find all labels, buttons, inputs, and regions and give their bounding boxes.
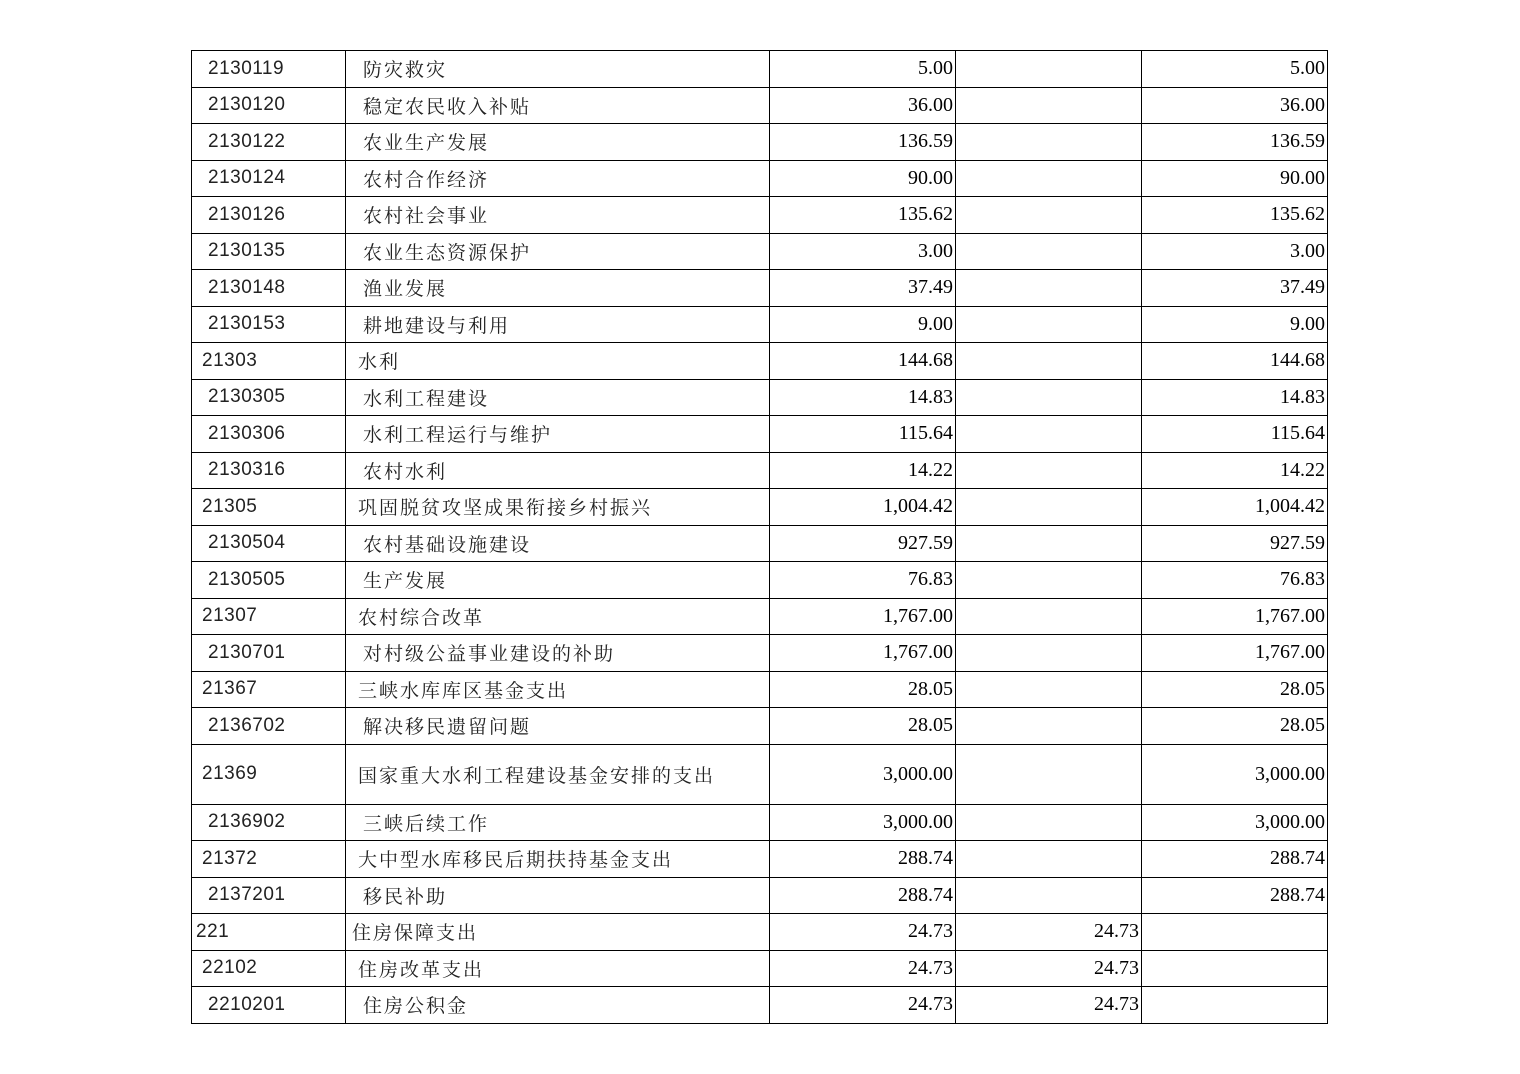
row-basic [956,416,1142,453]
budget-table [191,50,1328,1024]
row-project: 14.83 [1142,379,1328,416]
row-basic [956,708,1142,745]
row-name: 住房公积金 [346,987,770,1024]
table-row [192,270,1328,307]
row-basic: 24.73 [956,950,1142,987]
row-basic [956,744,1142,804]
row-basic [956,197,1142,234]
table-row [192,841,1328,878]
row-project: 927.59 [1142,525,1328,562]
row-project: 76.83 [1142,562,1328,599]
row-code: 22102 [192,950,346,987]
row-code: 2130135 [192,233,346,270]
row-total: 927.59 [770,525,956,562]
row-name: 住房保障支出 [346,914,770,951]
row-basic [956,804,1142,841]
row-project [1142,914,1328,951]
row-name: 住房改革支出 [346,950,770,987]
table-row [192,987,1328,1024]
row-name: 农村社会事业 [346,197,770,234]
row-name: 巩固脱贫攻坚成果衔接乡村振兴 [346,489,770,526]
row-name: 农业生态资源保护 [346,233,770,270]
row-name: 农村合作经济 [346,160,770,197]
table-row [192,343,1328,380]
row-total: 136.59 [770,124,956,161]
table-row [192,950,1328,987]
row-project: 9.00 [1142,306,1328,343]
row-project: 3,000.00 [1142,804,1328,841]
row-code: 2136902 [192,804,346,841]
row-total: 28.05 [770,671,956,708]
row-basic [956,233,1142,270]
row-code: 2136702 [192,708,346,745]
row-project: 28.05 [1142,708,1328,745]
row-basic [956,841,1142,878]
row-code: 2130120 [192,87,346,124]
table-row [192,598,1328,635]
row-project: 3.00 [1142,233,1328,270]
row-project [1142,987,1328,1024]
row-project: 1,767.00 [1142,598,1328,635]
row-basic [956,877,1142,914]
row-code: 2130119 [192,51,346,88]
row-code: 2130504 [192,525,346,562]
row-basic [956,160,1142,197]
row-total: 14.22 [770,452,956,489]
row-total: 9.00 [770,306,956,343]
table-row [192,306,1328,343]
row-basic [956,270,1142,307]
row-project: 37.49 [1142,270,1328,307]
row-project: 28.05 [1142,671,1328,708]
row-project: 288.74 [1142,841,1328,878]
row-name: 三峡水库库区基金支出 [346,671,770,708]
row-basic [956,489,1142,526]
row-name: 水利 [346,343,770,380]
row-name: 农村水利 [346,452,770,489]
row-name: 农业生产发展 [346,124,770,161]
row-code: 21307 [192,598,346,635]
row-project: 136.59 [1142,124,1328,161]
row-project: 1,004.42 [1142,489,1328,526]
table-row [192,635,1328,672]
row-project: 14.22 [1142,452,1328,489]
row-code: 2130306 [192,416,346,453]
row-total: 36.00 [770,87,956,124]
row-total: 3.00 [770,233,956,270]
row-name: 国家重大水利工程建设基金安排的支出 [346,744,770,804]
row-name: 稳定农民收入补贴 [346,87,770,124]
row-code: 2130505 [192,562,346,599]
row-basic [956,306,1142,343]
row-basic [956,452,1142,489]
row-total: 14.83 [770,379,956,416]
row-total: 5.00 [770,51,956,88]
row-total: 1,767.00 [770,635,956,672]
row-project: 90.00 [1142,160,1328,197]
table-row [192,914,1328,951]
row-project: 135.62 [1142,197,1328,234]
row-project [1142,950,1328,987]
row-name: 水利工程建设 [346,379,770,416]
row-name: 农村综合改革 [346,598,770,635]
row-total: 115.64 [770,416,956,453]
row-code: 21367 [192,671,346,708]
table-row [192,804,1328,841]
row-code: 2130124 [192,160,346,197]
row-basic: 24.73 [956,987,1142,1024]
row-name: 对村级公益事业建设的补助 [346,635,770,672]
row-basic [956,671,1142,708]
budget-table-body [192,51,1328,1024]
row-code: 21305 [192,489,346,526]
row-code: 21369 [192,744,346,804]
row-total: 135.62 [770,197,956,234]
row-total: 288.74 [770,841,956,878]
table-row [192,124,1328,161]
row-code: 2130305 [192,379,346,416]
row-total: 144.68 [770,343,956,380]
table-row [192,877,1328,914]
row-code: 2210201 [192,987,346,1024]
row-total: 1,767.00 [770,598,956,635]
row-name: 渔业发展 [346,270,770,307]
row-code: 2137201 [192,877,346,914]
row-name: 生产发展 [346,562,770,599]
row-name: 防灾救灾 [346,51,770,88]
row-basic [956,562,1142,599]
table-row [192,233,1328,270]
row-project: 3,000.00 [1142,744,1328,804]
row-total: 3,000.00 [770,744,956,804]
row-project: 36.00 [1142,87,1328,124]
table-row [192,51,1328,88]
row-name: 水利工程运行与维护 [346,416,770,453]
table-row [192,671,1328,708]
row-project: 115.64 [1142,416,1328,453]
row-basic [956,525,1142,562]
table-row [192,197,1328,234]
row-basic [956,379,1142,416]
row-name: 农村基础设施建设 [346,525,770,562]
table-row [192,708,1328,745]
table-row [192,416,1328,453]
row-basic [956,51,1142,88]
row-total: 90.00 [770,160,956,197]
row-basic [956,635,1142,672]
row-code: 2130316 [192,452,346,489]
row-total: 28.05 [770,708,956,745]
table-row [192,744,1328,804]
row-code: 2130153 [192,306,346,343]
row-code: 2130701 [192,635,346,672]
row-code: 2130122 [192,124,346,161]
row-total: 1,004.42 [770,489,956,526]
row-code: 21372 [192,841,346,878]
row-total: 24.73 [770,950,956,987]
table-row [192,525,1328,562]
row-basic: 24.73 [956,914,1142,951]
table-row [192,452,1328,489]
table-row [192,160,1328,197]
row-basic [956,124,1142,161]
row-code: 221 [192,914,346,951]
table-row [192,379,1328,416]
row-code: 21303 [192,343,346,380]
row-basic [956,87,1142,124]
table-row [192,87,1328,124]
row-name: 移民补助 [346,877,770,914]
row-total: 3,000.00 [770,804,956,841]
row-total: 24.73 [770,914,956,951]
row-project: 144.68 [1142,343,1328,380]
row-total: 288.74 [770,877,956,914]
row-name: 解决移民遗留问题 [346,708,770,745]
row-name: 大中型水库移民后期扶持基金支出 [346,841,770,878]
row-name: 三峡后续工作 [346,804,770,841]
row-project: 1,767.00 [1142,635,1328,672]
row-total: 37.49 [770,270,956,307]
row-code: 2130148 [192,270,346,307]
row-total: 24.73 [770,987,956,1024]
row-basic [956,598,1142,635]
row-code: 2130126 [192,197,346,234]
row-basic [956,343,1142,380]
table-row [192,562,1328,599]
row-total: 76.83 [770,562,956,599]
row-project: 288.74 [1142,877,1328,914]
row-name: 耕地建设与利用 [346,306,770,343]
table-row [192,489,1328,526]
row-project: 5.00 [1142,51,1328,88]
